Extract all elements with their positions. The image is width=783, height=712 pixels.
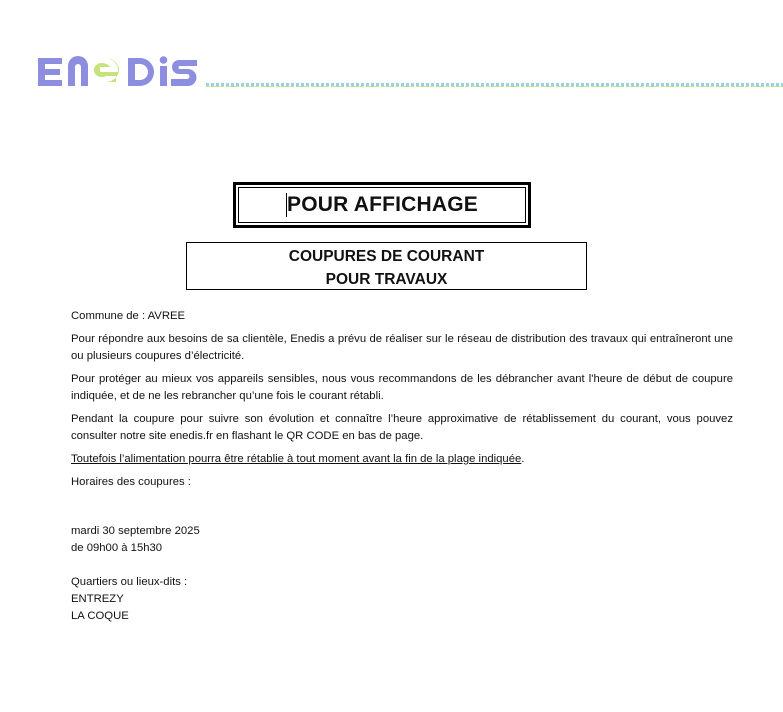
affichage-title: POUR AFFICHAGE xyxy=(286,193,479,216)
warning-underlined: Toutefois l’alimentation pourra être rétablie à tout moment avant la fin de la plage indiquée xyxy=(71,453,522,465)
affichage-box xyxy=(233,182,531,228)
coupures-line1: COUPURES DE COURANT xyxy=(288,248,485,265)
coupures-box xyxy=(186,242,587,290)
warning-tail: . xyxy=(521,453,525,465)
place-item: LA COQUE xyxy=(71,610,129,622)
coupures-line2: POUR TRAVAUX xyxy=(325,271,448,288)
notice-body xyxy=(71,308,733,625)
coupure-time: de 09h00 à 15h30 xyxy=(71,542,163,554)
logo-dotted-line-green xyxy=(206,86,783,87)
enedis-logo-icon xyxy=(34,50,204,92)
coupure-date: mardi 30 septembre 2025 xyxy=(71,525,200,537)
place-item: ENTREZY xyxy=(71,593,124,605)
commune-line: Commune de : AVREE xyxy=(71,310,186,322)
paragraph-intro: Pour répondre aux besoins de sa clientèle, Enedis a prévu de réaliser sur le réseau de distribution des travaux qui entraîneront une ou plusieurs coupures d’électricité. xyxy=(71,333,733,362)
paragraph-protect: Pour protéger au mieux vos appareils sensibles, nous vous recommandons de les débrancher avant l'heure de début de coupure indiquée, et de ne les rebrancher qu’une fois le courant rétabli. xyxy=(71,373,733,402)
paragraph-warning xyxy=(71,451,733,468)
enedis-logo xyxy=(34,50,204,92)
paragraph-follow: Pendant la coupure pour suivre son évolution et connaître l’heure approximative de rétablissement du courant, vous pouvez consulter notre site enedis.fr en flashant le QR CODE en bas de page. xyxy=(71,413,733,442)
quartiers-label: Quartiers ou lieux-dits : xyxy=(71,576,188,588)
horaires-label: Horaires des coupures : xyxy=(71,476,191,488)
